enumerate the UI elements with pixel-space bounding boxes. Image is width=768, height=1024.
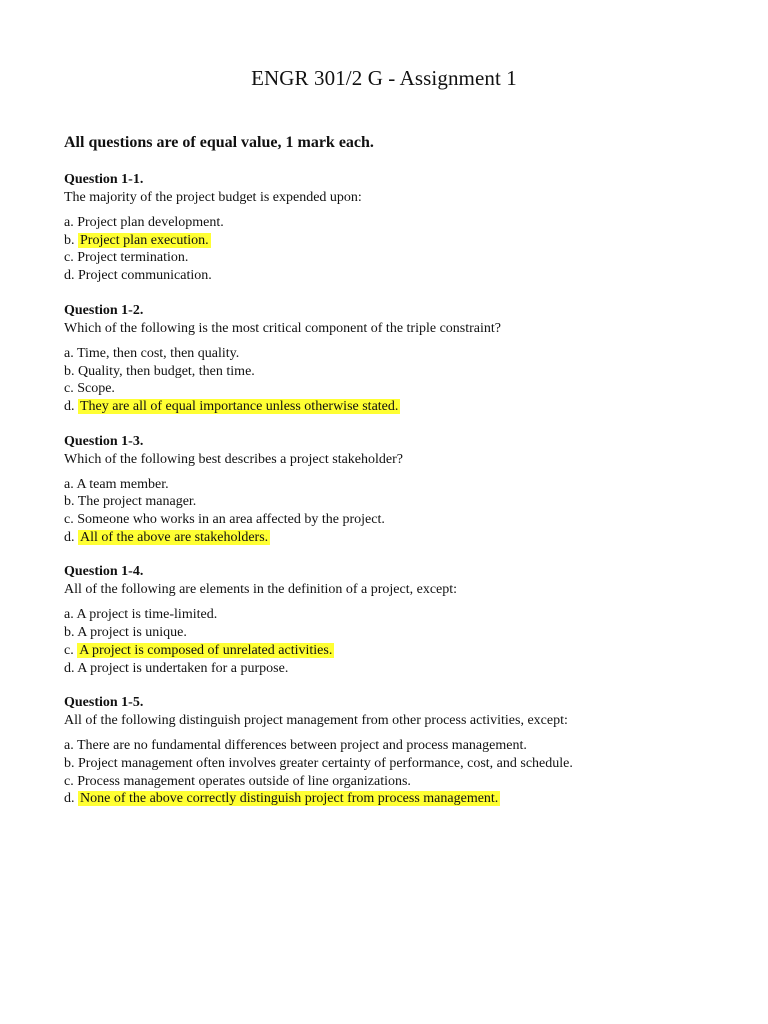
- answer-option-d: [64, 529, 724, 547]
- option-letter: c.: [64, 512, 74, 528]
- question-text: All of the following distinguish project management from other process activities, except:: [64, 713, 568, 729]
- option-letter: b.: [64, 494, 75, 510]
- option-letter: b.: [64, 232, 75, 248]
- answer-option-a: [64, 737, 724, 755]
- option-text: Project communication.: [78, 268, 212, 284]
- option-letter: d.: [64, 660, 75, 676]
- option-letter: a.: [64, 345, 74, 361]
- answer-option-c: [64, 511, 724, 529]
- question-text: Which of the following is the most critical component of the triple constraint?: [64, 320, 501, 336]
- answer-option-c: [64, 380, 724, 398]
- question-text: Which of the following best describes a project stakeholder?: [64, 451, 403, 467]
- answer-option-a: [64, 606, 724, 624]
- instructions-text: All questions are of equal value, 1 mark each.: [64, 134, 374, 151]
- answer-option-a: [64, 214, 724, 232]
- option-text: Project management often involves greater certainty of performance, cost, and schedule.: [78, 755, 573, 771]
- question-number: Question 1-3.: [64, 433, 144, 449]
- option-text: The project manager.: [77, 494, 197, 510]
- answer-option-d: [64, 398, 724, 416]
- answer-option-b: [64, 493, 724, 511]
- option-letter: c.: [64, 381, 74, 397]
- option-letter: b.: [64, 625, 75, 641]
- option-letter: a.: [64, 215, 74, 230]
- question-text: All of the following are elements in the definition of a project, except:: [64, 582, 458, 598]
- option-text: Process management operates outside of line organizations.: [77, 773, 411, 789]
- option-letter: c.: [64, 773, 74, 789]
- answer-option-b: [64, 624, 724, 642]
- answer-option-b: [64, 363, 724, 381]
- option-text: Time, then cost, then quality.: [76, 345, 240, 361]
- option-text: Project plan execution.: [80, 232, 209, 248]
- option-letter: a.: [64, 476, 74, 492]
- option-text: A team member.: [76, 476, 169, 492]
- option-text: A project is unique.: [77, 625, 187, 641]
- option-letter: d.: [64, 268, 75, 284]
- answer-option-c: [64, 773, 724, 791]
- question-1-5: [64, 694, 724, 808]
- option-letter: a.: [64, 738, 74, 754]
- option-text: A project is undertaken for a purpose.: [77, 660, 289, 676]
- option-letter: b.: [64, 363, 75, 379]
- option-text: A project is composed of unrelated activities.: [79, 642, 333, 658]
- option-text: Someone who works in an area affected by the project.: [77, 512, 385, 528]
- question-list: [64, 171, 724, 825]
- option-letter: c.: [64, 250, 74, 266]
- option-text: All of the above are stakeholders.: [80, 529, 269, 545]
- answer-option-a: [64, 345, 724, 363]
- question-1-2: [64, 302, 724, 416]
- option-letter: d.: [64, 398, 75, 414]
- option-letter: a.: [64, 607, 74, 623]
- question-number: Question 1-2.: [64, 302, 144, 318]
- option-letter: d.: [64, 529, 75, 545]
- question-text: The majority of the project budget is expended upon:: [64, 190, 362, 205]
- option-text: Quality, then budget, then time.: [78, 363, 255, 379]
- question-1-3: [64, 433, 724, 547]
- answer-option-d: [64, 790, 724, 808]
- question-number: Question 1-1.: [64, 172, 144, 187]
- question-1-4: [64, 563, 724, 677]
- answer-option-c: [64, 642, 724, 660]
- option-text: Project termination.: [77, 250, 189, 266]
- answer-option-c: [64, 249, 724, 267]
- answer-option-d: [64, 660, 724, 678]
- option-letter: c.: [64, 642, 74, 658]
- question-number: Question 1-5.: [64, 695, 144, 711]
- answer-option-d: [64, 267, 724, 285]
- option-letter: b.: [64, 755, 75, 771]
- option-text: Scope.: [77, 381, 115, 397]
- option-letter: d.: [64, 791, 75, 807]
- option-text: There are no fundamental differences between project and process management.: [76, 738, 527, 754]
- question-1-1: [64, 171, 724, 285]
- question-number: Question 1-4.: [64, 564, 144, 580]
- answer-option-a: [64, 476, 724, 494]
- option-text: None of the above correctly distinguish project from process management.: [80, 791, 499, 807]
- option-text: A project is time-limited.: [76, 607, 218, 623]
- option-text: Project plan development.: [77, 215, 224, 230]
- answer-option-b: [64, 232, 724, 250]
- document-title: ENGR 301/2 G - Assignment 1: [251, 66, 517, 90]
- answer-option-b: [64, 755, 724, 773]
- option-text: They are all of equal importance unless otherwise stated.: [80, 398, 399, 414]
